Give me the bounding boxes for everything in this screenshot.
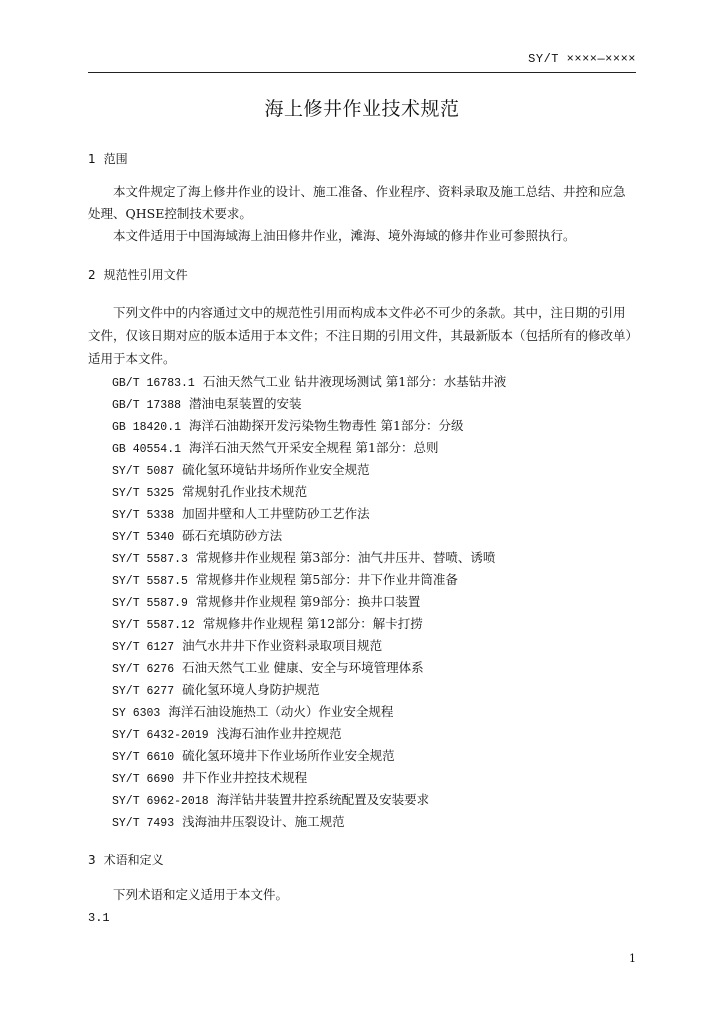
reference-item xyxy=(112,813,345,833)
reference-code: SY/T 6690 xyxy=(112,773,175,786)
reference-item xyxy=(112,527,282,547)
reference-item xyxy=(112,681,320,701)
reference-item xyxy=(112,505,370,525)
section-2-heading xyxy=(88,266,188,283)
section-title: 规范性引用文件 xyxy=(103,268,188,282)
reference-item xyxy=(112,593,420,613)
reference-title: 常规修井作业规程 第3部分：油气井压井、替喷、诱喷 xyxy=(195,550,496,565)
section-number: 2 xyxy=(88,268,96,282)
reference-item xyxy=(112,483,307,503)
refs-intro-line-3: 适用于本文件。 xyxy=(88,351,176,366)
reference-item xyxy=(112,659,424,679)
reference-code: SY/T 5587.9 xyxy=(112,597,188,610)
reference-item xyxy=(112,461,370,481)
section-title: 范围 xyxy=(103,152,128,166)
reference-code: SY/T 5587.3 xyxy=(112,553,188,566)
reference-item xyxy=(112,769,307,789)
reference-title: 石油天然气工业 健康、安全与环境管理体系 xyxy=(182,660,424,675)
reference-code: SY/T 5338 xyxy=(112,509,175,522)
reference-code: SY 6303 xyxy=(112,707,161,720)
reference-item xyxy=(112,791,429,811)
reference-item xyxy=(112,747,395,767)
reference-item xyxy=(112,417,463,437)
reference-title: 石油天然气工业 钻井液现场测试 第1部分：水基钻井液 xyxy=(202,374,507,389)
reference-title: 常规修井作业规程 第12部分：解卡打捞 xyxy=(202,616,423,631)
reference-item xyxy=(112,571,458,591)
refs-intro-line-2: 文件，仅该日期对应的版本适用于本文件；不注日期的引用文件，其最新版本（包括所有的修改单） xyxy=(88,328,639,343)
reference-title: 海洋石油天然气开采安全规程 第1部分：总则 xyxy=(189,440,439,455)
reference-item xyxy=(112,395,302,415)
reference-title: 浅海油井压裂设计、施工规范 xyxy=(182,814,345,829)
reference-code: SY/T 6610 xyxy=(112,751,175,764)
reference-code: GB 18420.1 xyxy=(112,421,182,434)
reference-title: 砾石充填防砂方法 xyxy=(182,528,283,543)
scope-line-2: 处理、QHSE控制技术要求。 xyxy=(88,206,252,221)
reference-code: GB/T 17388 xyxy=(112,399,182,412)
reference-item xyxy=(112,439,438,459)
reference-title: 海洋钻井装置井控系统配置及安装要求 xyxy=(216,792,430,807)
refs-intro-line-1: 下列文件中的内容通过文中的规范性引用而构成本文件必不可少的条款。其中，注日期的引用 xyxy=(88,305,626,320)
reference-code: SY/T 5340 xyxy=(112,531,175,544)
scope-line-3: 本文件适用于中国海域海上油田修井作业，滩海、境外海域的修井作业可参照执行。 xyxy=(88,228,576,243)
reference-title: 加固井壁和人工井壁防砂工艺作法 xyxy=(182,506,370,521)
header-rule xyxy=(88,72,636,73)
reference-item xyxy=(112,637,382,657)
section-1-heading xyxy=(88,150,128,167)
section-title: 术语和定义 xyxy=(103,853,164,867)
reference-title: 常规修井作业规程 第9部分：换井口装置 xyxy=(195,594,421,609)
document-title: 海上修井作业技术规范 xyxy=(264,98,460,120)
reference-title: 硫化氢环境井下作业场所作业安全规范 xyxy=(182,748,395,763)
reference-code: SY/T 5587.12 xyxy=(112,619,195,632)
section-number: 3 xyxy=(88,853,96,867)
reference-title: 海洋石油勘探开发污染物生物毒性 第1部分：分级 xyxy=(189,418,464,433)
reference-title: 硫化氢环境钻井场所作业安全规范 xyxy=(182,462,370,477)
reference-code: SY/T 6127 xyxy=(112,641,175,654)
reference-title: 常规修井作业规程 第5部分：井下作业井筒准备 xyxy=(195,572,458,587)
reference-item xyxy=(112,615,423,635)
reference-title: 井下作业井控技术规程 xyxy=(182,770,308,785)
reference-title: 浅海石油作业井控规范 xyxy=(216,726,342,741)
scope-line-1: 本文件规定了海上修井作业的设计、施工准备、作业程序、资料录取及施工总结、井控和应急 xyxy=(88,184,626,199)
reference-code: GB 40554.1 xyxy=(112,443,182,456)
reference-code: SY/T 5587.5 xyxy=(112,575,188,588)
reference-title: 硫化氢环境人身防护规范 xyxy=(182,682,320,697)
term-3-1-number: 3.1 xyxy=(88,911,110,925)
reference-item xyxy=(112,549,495,569)
reference-code: SY/T 5325 xyxy=(112,487,175,500)
reference-title: 潜油电泵装置的安装 xyxy=(189,396,302,411)
section-3-heading xyxy=(88,851,164,868)
reference-code: SY/T 6276 xyxy=(112,663,175,676)
reference-title: 海洋石油设施热工（动火）作业安全规程 xyxy=(168,704,394,719)
reference-code: SY/T 6432-2019 xyxy=(112,729,209,742)
page-number: 1 xyxy=(629,952,636,965)
reference-title: 油气水井井下作业资料录取项目规范 xyxy=(182,638,383,653)
reference-item xyxy=(112,703,393,723)
reference-code: SY/T 6277 xyxy=(112,685,175,698)
reference-code: SY/T 6962-2018 xyxy=(112,795,209,808)
reference-title: 常规射孔作业技术规范 xyxy=(182,484,308,499)
reference-code: SY/T 7493 xyxy=(112,817,175,830)
terms-intro: 下列术语和定义适用于本文件。 xyxy=(88,887,289,902)
reference-item xyxy=(112,373,506,393)
reference-item xyxy=(112,725,342,745)
standard-code: SY/T ××××—×××× xyxy=(528,52,636,66)
section-number: 1 xyxy=(88,152,96,166)
reference-code: SY/T 5087 xyxy=(112,465,175,478)
reference-code: GB/T 16783.1 xyxy=(112,377,195,390)
